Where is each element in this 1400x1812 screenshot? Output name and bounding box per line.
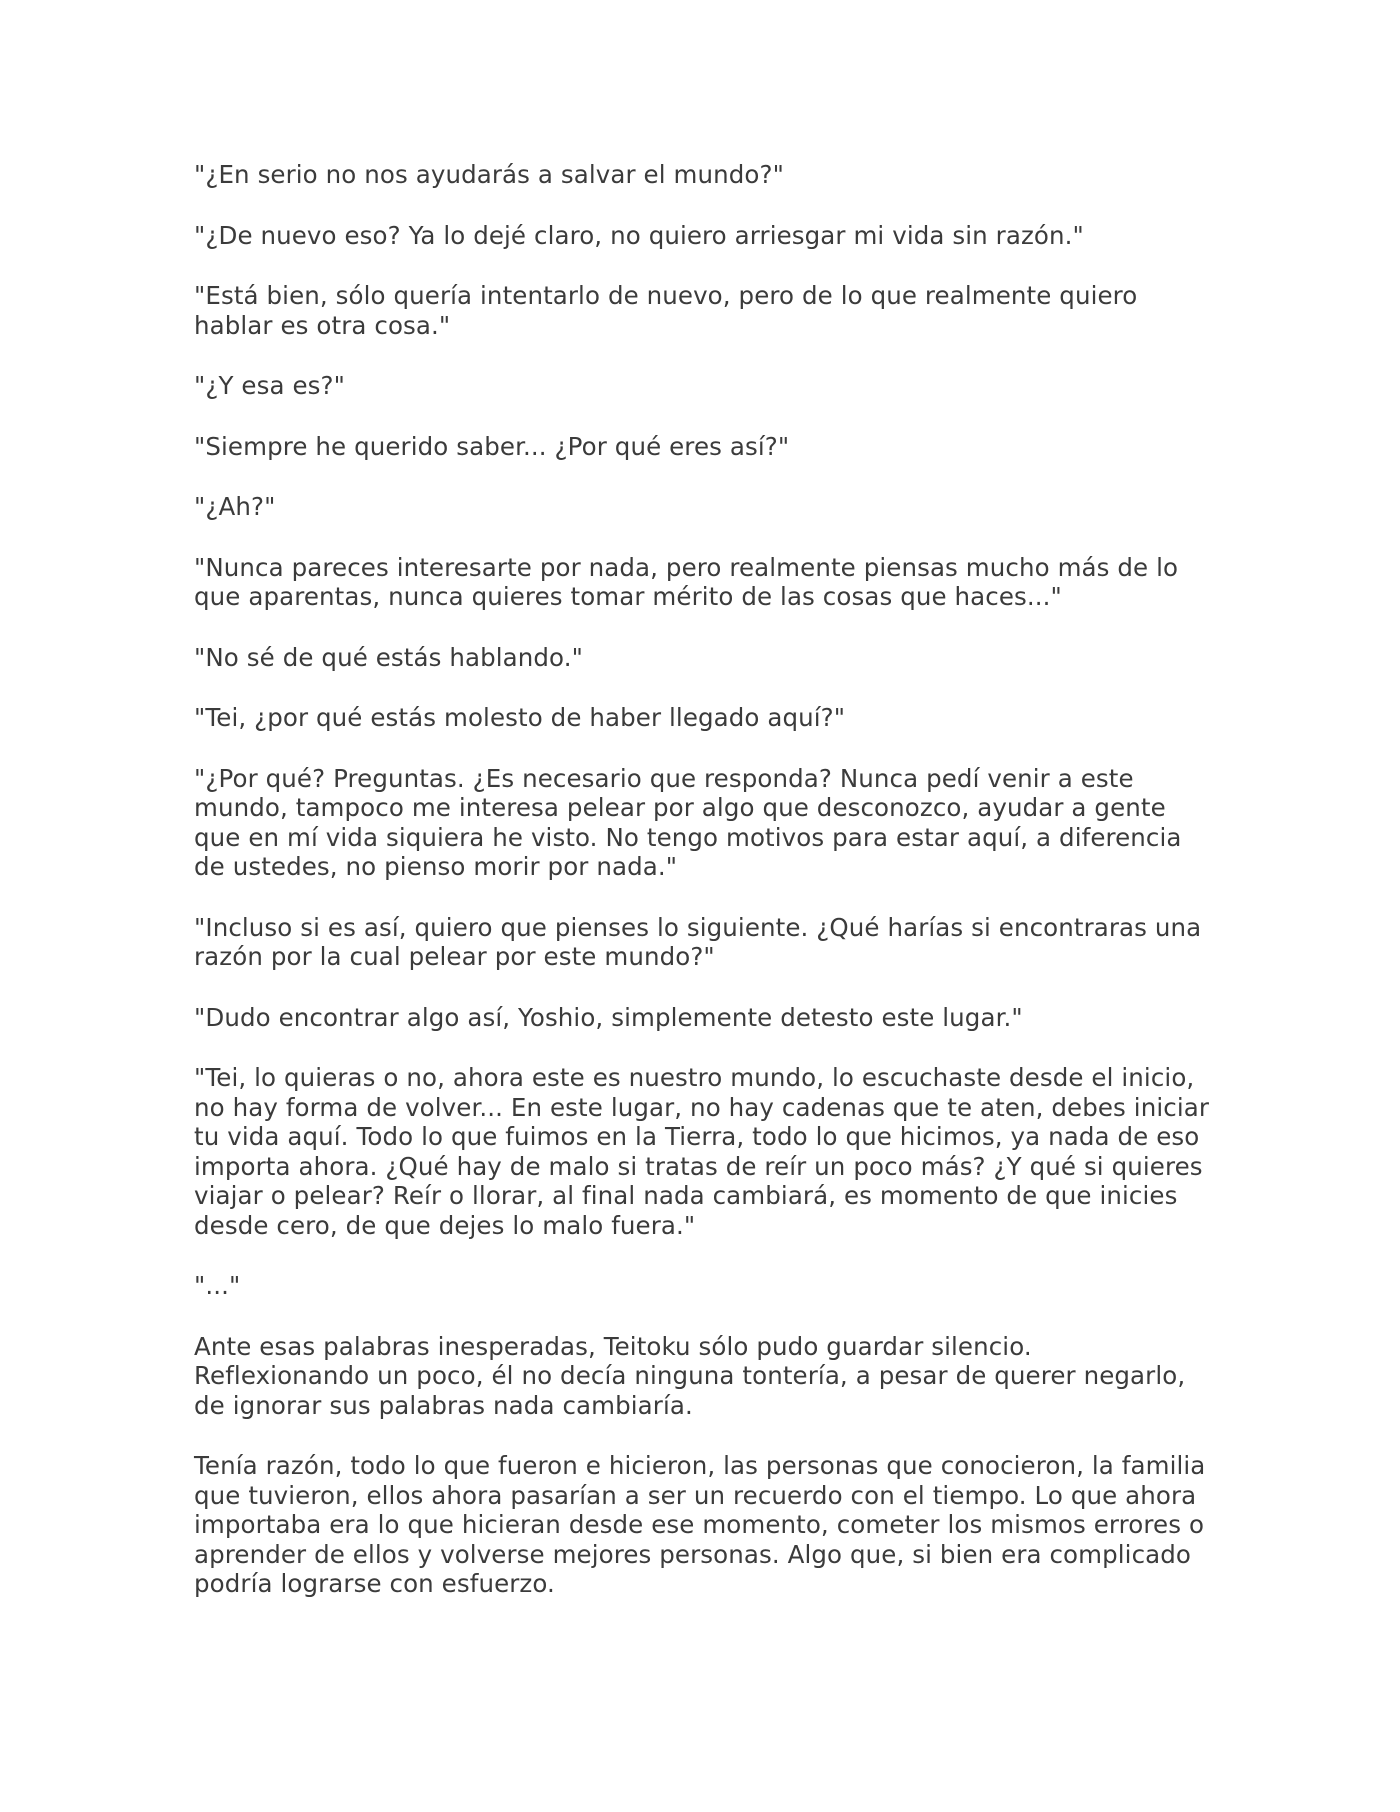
paragraph-3: "Está bien, sólo quería intentarlo de nuevo, pero de lo que realmente quiero hablar es otra cosa." bbox=[194, 281, 1138, 340]
paragraph-7: "Nunca pareces interesarte por nada, pero realmente piensas mucho más de lo que aparentas, nunca quieres tomar mérito de las cosas que haces..." bbox=[194, 552, 1179, 611]
paragraph-2: "¿De nuevo eso? Ya lo dejé claro, no quiero arriesgar mi vida sin razón." bbox=[194, 220, 1084, 250]
paragraph-15: Ante esas palabras inesperadas, Teitoku sólo pudo guardar silencio. Reflexionando un poco, él no decía ninguna tontería, a pesar de querer negarlo, de ignorar sus palabras nada cambiaría. bbox=[194, 1331, 1186, 1420]
paragraph-9: "Tei, ¿por qué estás molesto de haber llegado aquí?" bbox=[194, 703, 846, 732]
paragraph-16: Tenía razón, todo lo que fueron e hicieron, las personas que conocieron, la familia que tuvieron, ellos ahora pasarían a ser un recuerdo con el tiempo. Lo que ahora importaba era lo que hicieran desde ese momento, cometer los mismos errores o aprender de ellos y volverse mejores personas. Algo que, si bien era complicado podría lograrse con esfuerzo. bbox=[194, 1451, 1206, 1598]
paragraph-13: "Tei, lo quieras o no, ahora este es nuestro mundo, lo escuchaste desde el inicio, no hay forma de volver... En este lugar, no hay cadenas que te aten, debes iniciar tu vida aquí. Todo lo que fuimos en la Tierra, todo lo que hicimos, ya nada de eso importa ahora. ¿Qué hay de malo si tratas de reír un poco más? ¿Y qué si quieres viajar o pelear? Reír o llorar, al final nada cambiará, es momento de que inicies desde cero, de que dejes lo malo fuera." bbox=[194, 1063, 1210, 1240]
paragraph-10: "¿Por qué? Preguntas. ¿Es necesario que responda? Nunca pedí venir a este mundo, tampoco me interesa pelear por algo que desconozco, ayudar a gente que en mí vida siquiera he visto. No tengo motivos para estar aquí, a diferencia de ustedes, no pienso morir por nada." bbox=[194, 763, 1182, 881]
paragraph-5: "Siempre he querido saber... ¿Por qué eres así?" bbox=[194, 431, 790, 461]
paragraph-12: "Dudo encontrar algo así, Yoshio, simplemente detesto este lugar." bbox=[194, 1002, 1023, 1032]
paragraph-8: "No sé de qué estás hablando." bbox=[194, 642, 583, 672]
paragraph-6: "¿Ah?" bbox=[194, 492, 276, 521]
paragraph-4: "¿Y esa es?" bbox=[194, 371, 345, 400]
paragraph-1: "¿En serio no nos ayudarás a salvar el mundo?" bbox=[194, 160, 784, 189]
paragraph-11: "Incluso si es así, quiero que pienses lo siguiente. ¿Qué harías si encontraras una razón por la cual pelear por este mundo?" bbox=[194, 912, 1202, 971]
document-body bbox=[194, 160, 1214, 1630]
paragraph-14: "..." bbox=[194, 1271, 241, 1300]
